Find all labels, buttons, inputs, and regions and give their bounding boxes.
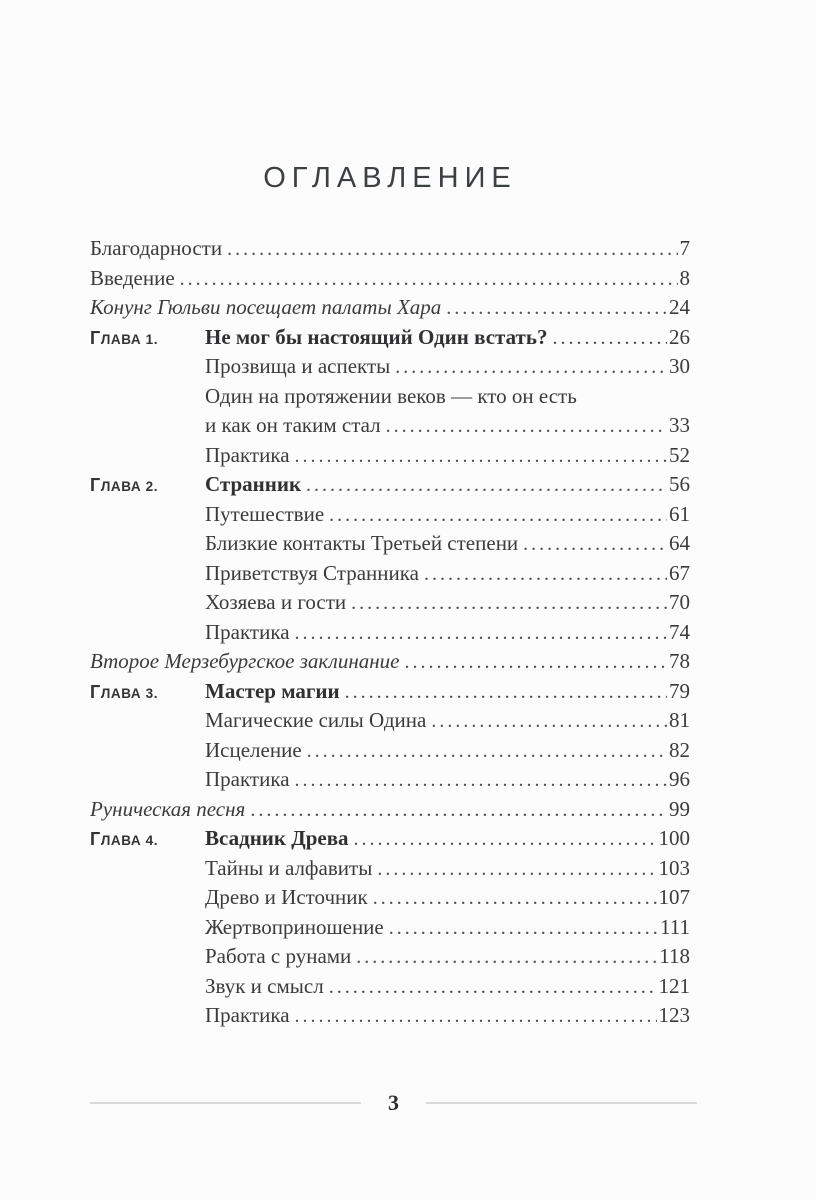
footer-rule-left <box>90 1102 361 1104</box>
toc-page-number: 118 <box>659 944 690 968</box>
toc-entry-title: Практика <box>205 767 290 791</box>
dot-leader <box>295 1005 657 1028</box>
dot-leader <box>329 504 667 527</box>
chapter-label: ГЛАВА 4. <box>90 829 159 849</box>
toc-entry-title: Благодарности <box>90 236 223 260</box>
toc-page-number: 81 <box>669 708 690 732</box>
dot-leader <box>227 238 677 261</box>
toc-entry <box>90 354 690 384</box>
toc-entry-title: Не мог бы настоящий Один встать? <box>205 324 548 349</box>
toc-page-number: 103 <box>658 855 690 880</box>
toc-page-number: 7 <box>679 236 690 260</box>
chapter-label: ГЛАВА 2. <box>90 475 159 495</box>
toc-entry-title: Древо и Источник <box>205 885 368 909</box>
toc-entry-title: Хозяева и гости <box>205 590 347 614</box>
dot-leader <box>356 946 657 969</box>
toc-page-number: 33 <box>669 413 690 437</box>
chapter-label: ГЛАВА 1. <box>90 327 159 348</box>
toc-page-number: 24 <box>669 295 690 319</box>
toc-entry <box>90 531 690 561</box>
toc-entry <box>90 826 690 856</box>
toc-entry <box>90 915 690 945</box>
toc-entry <box>90 472 690 502</box>
toc-page-number: 79 <box>669 678 690 703</box>
toc-entry <box>90 944 690 974</box>
toc-page-number: 8 <box>679 265 690 290</box>
toc-entry <box>90 413 690 443</box>
toc-page-number: 74 <box>669 619 690 644</box>
toc-entry-title: Практика <box>205 442 290 467</box>
toc-entry <box>90 649 690 679</box>
toc-entry-title: Всадник Древа <box>205 826 349 850</box>
dot-leader <box>351 592 667 615</box>
toc-page-number: 56 <box>669 472 690 496</box>
toc-entry-title: Руническая песня <box>90 796 246 821</box>
toc-entry <box>90 738 690 768</box>
toc-entry-title: Один на протяжении веков — кто он есть <box>205 383 577 408</box>
toc-entry <box>90 856 690 886</box>
toc-entry <box>90 620 690 650</box>
toc-page-number: 82 <box>669 737 690 762</box>
toc-entry-title: Близкие контакты Третьей степени <box>205 531 519 555</box>
toc-entry <box>90 266 690 296</box>
toc-page-number: 111 <box>660 914 690 939</box>
toc-page-number: 96 <box>669 767 690 791</box>
toc-page-number: 67 <box>669 560 690 585</box>
toc-entry-title: Работа с рунами <box>205 944 352 968</box>
toc-entry <box>90 885 690 915</box>
toc-entry-title: Странник <box>205 472 302 496</box>
dot-leader <box>373 887 657 910</box>
dot-leader <box>424 563 667 586</box>
toc-entry-title: Прозвища и аспекты <box>205 354 391 378</box>
toc-entry-title: и как он таким стал <box>205 413 381 437</box>
toc-entry-title: Введение <box>90 265 175 290</box>
toc-page-number: 26 <box>669 324 690 349</box>
dot-leader <box>404 651 667 674</box>
dot-leader <box>395 356 667 379</box>
toc-entry <box>90 443 690 473</box>
toc-entry <box>90 974 690 1004</box>
chapter-label: ГЛАВА 3. <box>90 681 159 702</box>
dot-leader <box>552 327 667 350</box>
toc-entry <box>90 325 690 355</box>
toc-page-number: 61 <box>669 501 690 526</box>
toc-page-number: 99 <box>669 796 690 821</box>
toc-entry <box>90 1003 690 1033</box>
page-footer <box>90 1092 697 1114</box>
toc-page-number: 121 <box>658 973 690 998</box>
dot-leader <box>354 828 657 851</box>
toc-entry <box>90 590 690 620</box>
toc-entry-title: Магические силы Одина <box>205 708 427 732</box>
page-number: 3 <box>388 1090 399 1115</box>
dot-leader <box>295 622 667 645</box>
dot-leader <box>345 681 667 704</box>
toc-page-number: 100 <box>658 826 690 850</box>
page-title: ОГЛАВЛЕНИЕ <box>263 162 517 194</box>
toc-entry <box>90 561 690 591</box>
dot-leader <box>523 533 667 556</box>
toc-entry-title: Практика <box>205 619 290 644</box>
toc-entry <box>90 679 690 709</box>
toc-entry-title: Приветствуя Странника <box>205 560 419 585</box>
toc-entry <box>90 767 690 797</box>
toc-entry-title: Жертвоприношение <box>205 914 384 939</box>
dot-leader <box>389 917 658 940</box>
dot-leader <box>180 268 678 291</box>
toc-entry <box>90 236 690 266</box>
toc-entry <box>90 295 690 325</box>
dot-leader <box>446 297 667 320</box>
dot-leader <box>377 858 656 881</box>
toc-entry <box>90 708 690 738</box>
toc-entry-title: Путешествие <box>205 501 325 526</box>
toc-entry-title: Практика <box>205 1003 290 1027</box>
dot-leader <box>295 445 667 468</box>
dot-leader <box>431 710 667 733</box>
toc-entry <box>90 384 690 414</box>
toc-entry <box>90 797 690 827</box>
table-of-contents <box>90 236 690 1033</box>
toc-page-number: 64 <box>669 531 690 555</box>
dot-leader <box>386 415 667 438</box>
dot-leader <box>250 799 667 822</box>
toc-page-number: 107 <box>658 885 690 909</box>
toc-entry-title: Мастер магии <box>205 678 340 703</box>
footer-rule-right <box>426 1102 697 1104</box>
toc-entry-title: Конунг Гюльви посещает палаты Хара <box>90 295 442 319</box>
toc-page-number: 123 <box>658 1003 690 1027</box>
dot-leader <box>295 769 667 792</box>
dot-leader <box>329 976 657 999</box>
toc-page-number: 70 <box>669 590 690 614</box>
toc-page-number: 52 <box>669 442 690 467</box>
toc-entry-title: Второе Мерзебургское заклинание <box>90 649 400 673</box>
toc-entry-title: Звук и смысл <box>205 973 324 998</box>
toc-page-number: 78 <box>669 649 690 673</box>
dot-leader <box>307 740 667 763</box>
toc-entry <box>90 502 690 532</box>
toc-entry-title: Тайны и алфавиты <box>205 855 373 880</box>
toc-page-number: 30 <box>669 354 690 378</box>
toc-entry-title: Исцеление <box>205 737 302 762</box>
dot-leader <box>306 474 667 497</box>
